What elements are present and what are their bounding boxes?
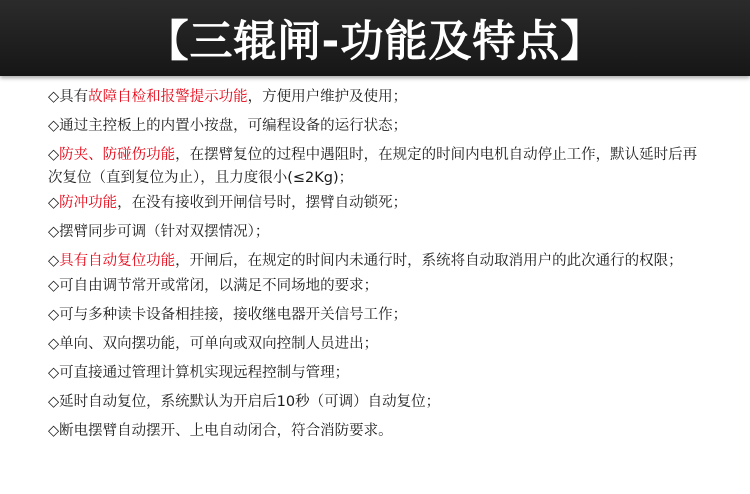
feature-prefix: ◇可自由调节常开或常闭，以满足不同场地的要求； xyxy=(48,278,379,294)
feature-prefix: ◇断电摆臂自动摆开、上电自动闭合，符合消防要求。 xyxy=(48,423,393,439)
feature-text: ，开闸后，在规定的时间内未通行时，系统将自动取消用户的此次通行的权限； xyxy=(175,253,683,269)
feature-item-remote-control xyxy=(48,362,708,385)
feature-prefix: ◇摆臂同步可调（针对双摆情况）； xyxy=(48,224,270,240)
page-title: 【三辊闸-功能及特点】 xyxy=(145,16,605,67)
feature-item-programming xyxy=(48,115,708,138)
feature-highlight: 防冲功能 xyxy=(59,195,118,211)
feature-prefix: ◇可与多种读卡设备相挂接，接收继电器开关信号工作； xyxy=(48,307,408,323)
feature-list xyxy=(48,86,708,449)
feature-text: ，在摆臂复位的过程中遇阻时，在规定的时间内电机自动停止工作，默认延时后再次复位（直到复位为止），且力度很小(≤2Kg)； xyxy=(48,147,698,186)
feature-highlight: 故障自检和报警提示功能 xyxy=(88,89,248,105)
feature-prefix: ◇可直接通过管理计算机实现远程控制与管理； xyxy=(48,365,350,381)
feature-highlight: 防夹、防碰伤功能 xyxy=(59,147,176,163)
feature-item-card-reader xyxy=(48,304,708,327)
feature-highlight: 具有自动复位功能 xyxy=(59,253,176,269)
feature-prefix: ◇具有 xyxy=(48,89,89,105)
feature-prefix: ◇ xyxy=(48,253,60,269)
feature-prefix: ◇ xyxy=(48,195,60,211)
title-banner xyxy=(0,0,750,76)
feature-item-normal-open-close xyxy=(48,275,708,298)
feature-prefix: ◇延时自动复位，系统默认为开启后10秒（可调）自动复位； xyxy=(48,394,441,410)
feature-item-anti-pinch xyxy=(48,144,708,190)
feature-item-anti-rush xyxy=(48,192,708,215)
feature-item-direction xyxy=(48,333,708,356)
feature-item-fault-check xyxy=(48,86,708,109)
feature-prefix: ◇ xyxy=(48,147,60,163)
feature-item-fire-safety xyxy=(48,420,708,443)
feature-item-delay-reset xyxy=(48,391,708,414)
feature-item-sync-adjust xyxy=(48,221,708,244)
feature-text: ，方便用户维护及使用； xyxy=(247,89,408,105)
feature-item-auto-reset xyxy=(48,250,708,273)
feature-text: ，在没有接收到开闸信号时，摆臂自动锁死； xyxy=(117,195,408,211)
feature-prefix: ◇单向、双向摆功能，可单向或双向控制人员进出； xyxy=(48,336,379,352)
feature-prefix: ◇通过主控板上的内置小按盘，可编程设备的运行状态； xyxy=(48,118,408,134)
